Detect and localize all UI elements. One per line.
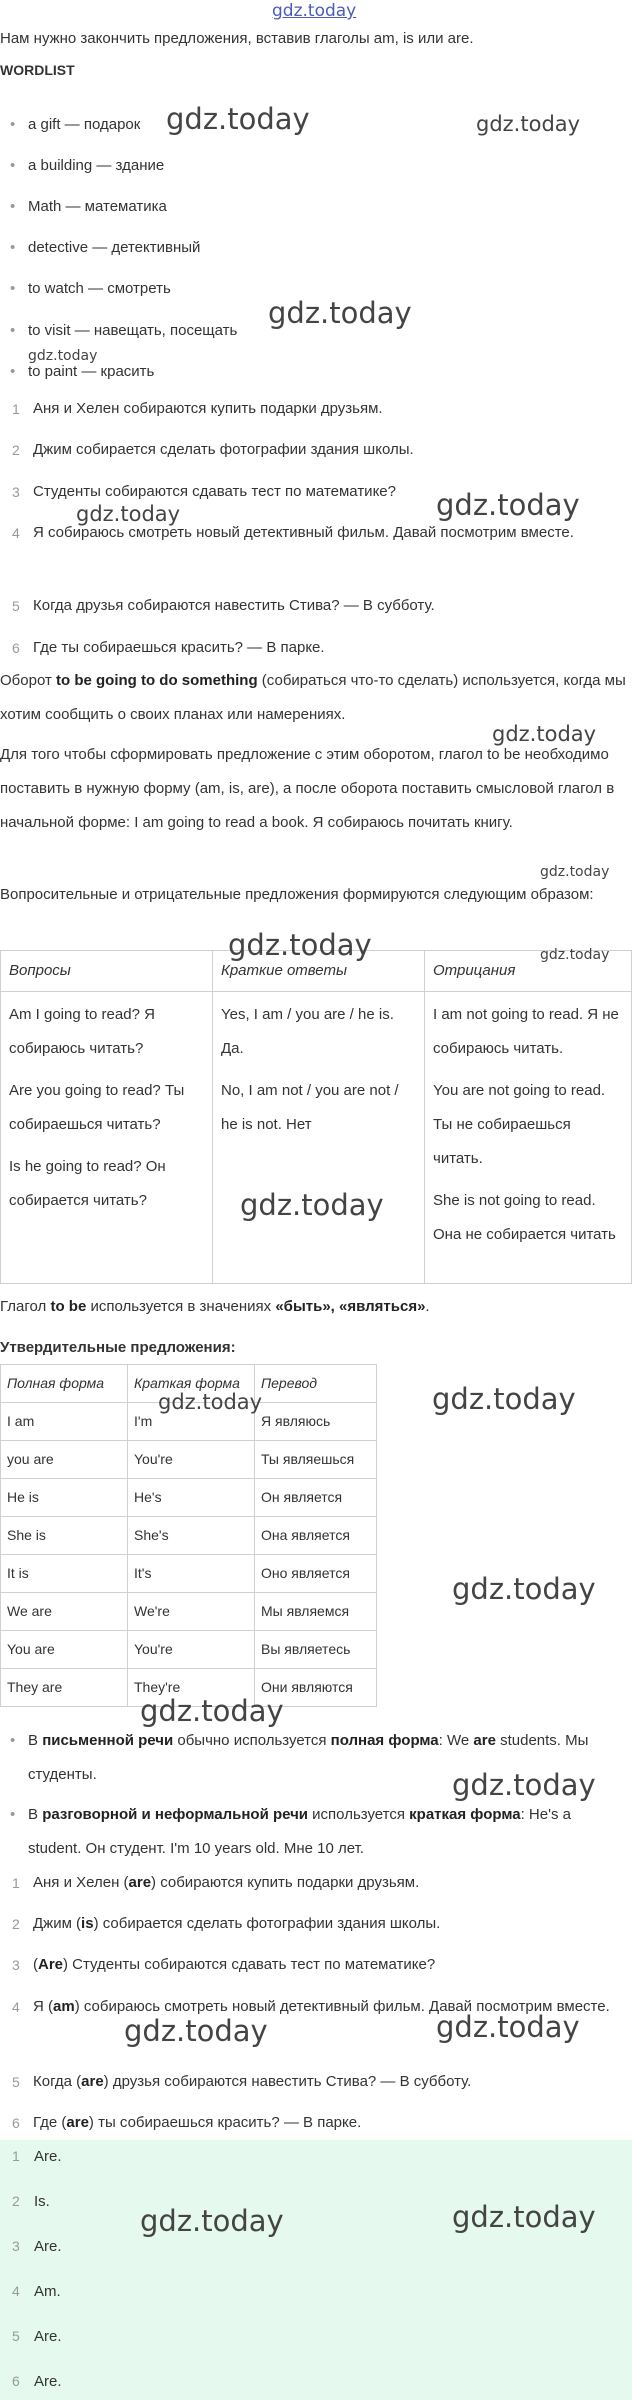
watermark: gdz.today [492,722,597,746]
answer-text: Is. [34,2193,50,2210]
answer-verb: Are [38,1956,64,1973]
watermark: gdz.today [140,1694,284,1728]
table-cell: She's [128,1517,255,1555]
table-cell: It's [128,1555,255,1593]
list-item [12,2065,624,2099]
answer-row [12,2328,62,2345]
table-cell: You are [1,1631,128,1669]
table-cell: It is [1,1555,128,1593]
table-cell: He is [1,1479,128,1517]
item-text: Я собираюсь смотреть новый детективный фильм. Давай посмотрим вместе. [33,524,574,541]
text: (собираться что-то сделать) используется, когда мы хотим сообщить о своих планах или намерениях. [0,672,626,723]
list-item [12,1866,624,1900]
list-item: • to visit — навещать, посещать [28,322,237,339]
item-number: 4 [12,2283,20,2299]
table-header: Перевод [255,1365,377,1403]
watermark: gdz.today [140,2204,284,2238]
item-text: Джим собирается сделать фотографии здания школы. [33,441,414,458]
rule-paragraph: Для того чтобы сформировать предложение с этим оборотом, глагол to be необходимо поставить в нужную форму (am, is, are), а после оборота поставить смысловой глагол в начальной форме: I am going to read a book. Я собираюсь почитать книгу. [0,746,615,831]
item-number: 1 [12,401,20,417]
item-number: 6 [12,2115,20,2131]
table-header: Вопросы [1,951,213,992]
list-item: • a building — здание [28,157,164,174]
table-cell: You're [128,1631,255,1669]
bold-text: «быть», «являться» [275,1298,426,1315]
watermark: gdz.today [272,1,357,21]
table-cell: We're [128,1593,255,1631]
watermark: gdz.today [432,1382,576,1416]
bold-text: полная форма [330,1732,439,1749]
list-item [12,392,624,426]
table-cell: I am [1,1403,128,1441]
cell-text: I am not going to read. Я не собираюсь читать. [433,1006,619,1057]
usage-bullet [28,1798,618,1866]
table-header: Краткие ответы [213,951,425,992]
wordlist-title: WORDLIST [0,62,75,78]
table-cell: Мы являемся [255,1593,377,1631]
text: используется в значениях [86,1298,276,1315]
text: Глагол [0,1298,51,1315]
item-text: Студенты собираются сдавать тест по математике? [33,483,396,500]
watermark: gdz.today [76,502,181,526]
list-item [12,1907,624,1941]
watermark: gdz.today [476,112,581,136]
text: используется [308,1806,410,1823]
bold-text: письменной речи [42,1732,174,1749]
table-cell: you are [1,1441,128,1479]
item-number: 1 [12,2148,20,2164]
table-cell: Он является [255,1479,377,1517]
text: ) собираюсь смотреть новый детективный фильм. Давай посмотрим вместе. [74,1998,610,2015]
item-number: 2 [12,2193,20,2209]
watermark: gdz.today [268,296,412,330]
list-item [12,433,624,467]
table-cell: I'm [128,1403,255,1441]
table-header: Отрицания [425,951,632,992]
answer-verb: am [53,1998,75,2015]
bold-text: to be going to do something [56,672,258,689]
text: : He's a student. Он студент. I'm 10 years old. Мне 10 лет. [28,1806,571,1857]
list-item: • a gift — подарок [28,116,140,133]
table-cell: Они являются [255,1669,377,1707]
text: Оборот [0,672,56,689]
text: Я ( [33,1998,53,2015]
watermark: gdz.today [452,1572,596,1606]
table-cell [1,992,213,1284]
text: : We [438,1732,474,1749]
text: обычно используется [173,1732,331,1749]
item-number: 5 [12,2074,20,2090]
answer-row [12,2283,61,2300]
watermark: gdz.today [228,928,372,962]
answer-row [12,2193,50,2210]
item-number: 6 [12,2373,20,2389]
table-cell: Вы являетесь [255,1631,377,1669]
watermark: gdz.today [240,1188,384,1222]
answer-text: Are. [34,2148,62,2165]
item-number: 6 [12,640,20,656]
table-cell: They are [1,1669,128,1707]
cell-text: No, I am not / you are not / he is not. Нет [221,1082,399,1133]
table-cell: Ты являешься [255,1441,377,1479]
item-number: 3 [12,1957,20,1973]
item-number: 4 [12,525,20,541]
table-row [1,1593,377,1631]
watermark: gdz.today [540,864,610,880]
table-cell [213,992,425,1284]
item-number: 3 [12,484,20,500]
answer-row [12,2148,62,2165]
list-item: • to paint — красить [28,363,154,380]
tobe-table [0,1364,377,1707]
table-cell: He's [128,1479,255,1517]
list-item [12,1948,624,1982]
cell-text: She is not going to read. Она не собирается читать [433,1192,616,1243]
table-cell: They're [128,1669,255,1707]
bold-text: are [473,1732,496,1749]
table-row [1,1631,377,1669]
table-cell: We are [1,1593,128,1631]
list-item [12,631,624,665]
bold-text: разговорной и неформальной речи [42,1806,309,1823]
item-number: 4 [12,1999,20,2015]
table-cell: You're [128,1441,255,1479]
tobe-paragraph [0,1290,628,1324]
watermark: gdz.today [158,1390,263,1414]
cell-text: Are you going to read? Ты собираешься читать? [9,1082,185,1133]
text: ( [33,1956,38,1973]
item-number: 2 [12,442,20,458]
text: Когда ( [33,2073,82,2090]
text: ) собирается сделать фотографии здания школы. [93,1915,441,1932]
answer-verb: are [81,2073,104,2090]
list-item: • Math — математика [28,198,167,215]
table-row [1,1441,377,1479]
text: . [425,1298,430,1315]
section-title: Утвердительные предложения: [0,1339,236,1356]
item-text: Когда друзья собираются навестить Стива? — В субботу. [33,597,435,614]
answer-verb: is [81,1915,94,1932]
answer-verb: are [66,2114,89,2131]
list-item: • to watch — смотреть [28,280,171,297]
item-number: 5 [12,2328,20,2344]
rule-paragraph: Вопросительные и отрицательные предложения формируются следующим образом: [0,886,594,903]
table-cell [425,992,632,1284]
answer-verb: are [128,1874,152,1891]
text: ) ты собираешься красить? — В парке. [88,2114,362,2131]
cell-text: Yes, I am / you are / he is. Да. [221,1006,394,1057]
watermark: gdz.today [540,947,610,963]
table-row [1,1479,377,1517]
list-item [12,589,624,623]
text: В [28,1732,43,1749]
table-header: Полная форма [1,1365,128,1403]
table-header: Краткая форма [128,1365,255,1403]
list-item [12,2106,624,2140]
item-number: 5 [12,598,20,614]
table-row [1,1555,377,1593]
watermark: gdz.today [166,102,310,136]
table-cell: Она является [255,1517,377,1555]
answer-row [12,2238,62,2255]
item-number: 2 [12,1916,20,1932]
cell-text: You are not going to read. Ты не собираешься читать. [433,1082,606,1167]
table-cell: She is [1,1517,128,1555]
watermark: gdz.today [124,2014,268,2048]
cell-text: Am I going to read? Я собираюсь читать? [9,1006,155,1057]
bold-text: to be [50,1298,87,1315]
text: В [28,1806,43,1823]
table-cell: Я являюсь [255,1403,377,1441]
text: Аня и Хелен ( [33,1874,129,1891]
bold-text: краткая форма [409,1806,521,1823]
item-number: 1 [12,1875,20,1891]
answer-text: Are. [34,2238,62,2255]
watermark: gdz.today [452,1768,596,1802]
cell-text: Is he going to read? Он собирается читать? [9,1158,166,1209]
text: students. Мы студенты. [28,1732,589,1783]
answer-text: Am. [34,2283,61,2300]
item-text: Аня и Хелен собираются купить подарки друзьям. [33,400,383,417]
table-cell: Оно является [255,1555,377,1593]
text: ) Студенты собираются сдавать тест по математике? [63,1956,436,1973]
text: Где ( [33,2114,67,2131]
table-row [1,1517,377,1555]
item-number: 3 [12,2238,20,2254]
item-text: Где ты собираешься красить? — В парке. [33,639,325,656]
watermark: gdz.today [452,2200,596,2234]
answer-text: Are. [34,2328,62,2345]
grammar-table [0,950,632,1284]
watermark: gdz.today [436,2010,580,2044]
intro-text: Нам нужно закончить предложения, вставив глаголы am, is или are. [0,30,474,47]
answers-panel [0,2140,632,2400]
watermark: gdz.today [28,348,98,364]
text: ) собираются купить подарки друзьям. [151,1874,420,1891]
answer-text: Are. [34,2373,62,2390]
text: ) друзья собираются навестить Стива? — В субботу. [103,2073,472,2090]
text: Джим ( [33,1915,82,1932]
answer-row [12,2373,62,2390]
list-item: • detective — детективный [28,239,200,256]
watermark: gdz.today [436,488,580,522]
